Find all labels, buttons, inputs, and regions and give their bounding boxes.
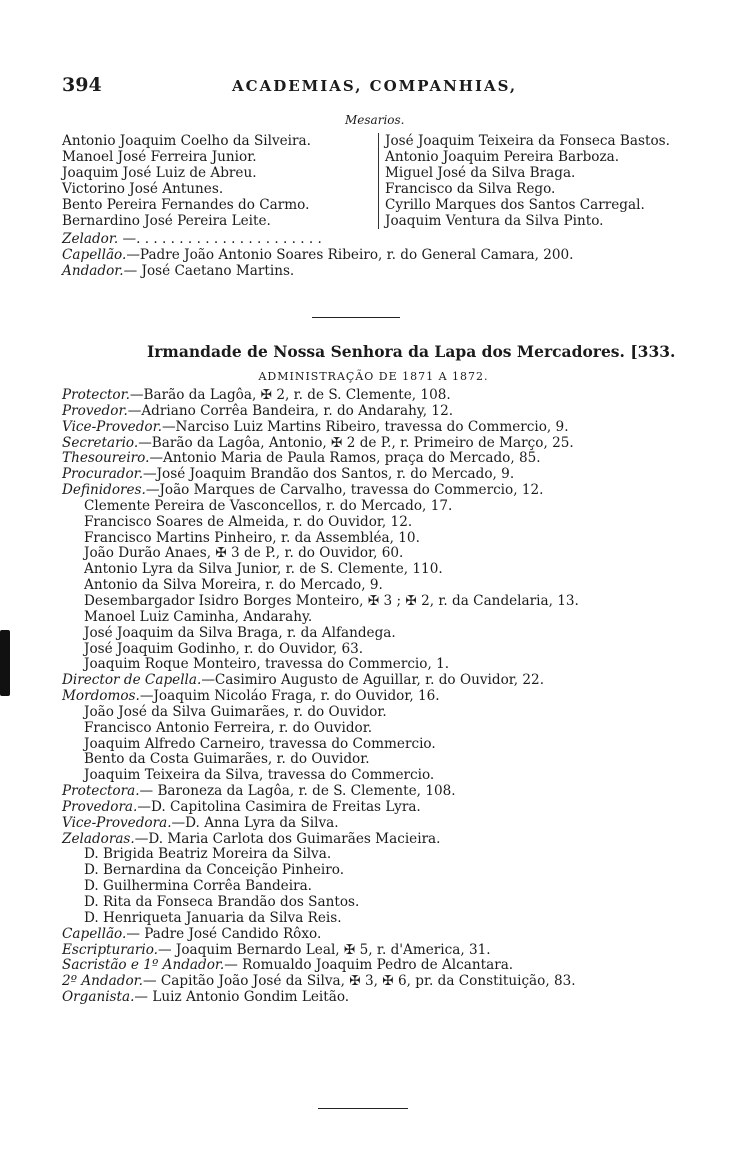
entry-row bbox=[62, 436, 579, 452]
zelador-text: —. . . . . . . . . . . . . . . . . . . . . . bbox=[118, 231, 322, 247]
entry-text: —Barão da Lagôa, Antonio, ✠ 2 de P., r. Primeiro de Março, 25. bbox=[138, 434, 574, 451]
entry-text: João José da Silva Guimarães, r. do Ouvidor. bbox=[84, 703, 387, 720]
entry-row bbox=[62, 467, 579, 483]
entry-text: Desembargador Isidro Borges Monteiro, ✠ 3 ; ✠ 2, r. da Candelaria, 13. bbox=[84, 592, 579, 609]
section-title: Irmandade de Nossa Senhora da Lapa dos Mercadores. [333. bbox=[147, 342, 676, 361]
page-number: 394 bbox=[62, 74, 102, 96]
entry-text: — Luiz Antonio Gondim Leitão. bbox=[134, 989, 350, 1006]
entry-row bbox=[62, 610, 579, 626]
entry-label: Escripturario. bbox=[62, 941, 158, 958]
entry-text: Antonio da Silva Moreira, r. do Mercado, 9. bbox=[84, 577, 383, 594]
entry-text: —Antonio Maria de Paula Ramos, praça do Mercado, 85. bbox=[149, 450, 541, 467]
capellao-text: —Padre João Antonio Soares Ribeiro, r. do General Camara, 200. bbox=[126, 247, 574, 263]
entry-text: Joaquim Teixeira da Silva, travessa do Commercio. bbox=[84, 767, 435, 784]
footer-divider bbox=[318, 1108, 408, 1109]
entry-row bbox=[62, 705, 579, 721]
entry-row bbox=[62, 388, 579, 404]
entry-label: 2º Andador. bbox=[62, 973, 143, 990]
mesarios-left-column bbox=[62, 133, 311, 229]
entry-row bbox=[62, 594, 579, 610]
entry-text: —Joaquim Nicoláo Fraga, r. do Ouvidor, 16. bbox=[139, 688, 440, 705]
entry-label: Provedor. bbox=[62, 402, 128, 419]
zelador-line bbox=[62, 231, 322, 247]
mesario-name: Joaquim José Luiz de Abreu. bbox=[62, 165, 257, 181]
entry-row bbox=[62, 737, 579, 753]
entry-text: Francisco Soares de Almeida, r. do Ouvidor, 12. bbox=[84, 513, 413, 530]
entry-label: Director de Capella. bbox=[62, 672, 202, 689]
entry-text: Clemente Pereira de Vasconcellos, r. do Mercado, 17. bbox=[84, 497, 453, 514]
mesario-name: Bernardino José Pereira Leite. bbox=[62, 213, 271, 229]
entry-row bbox=[62, 642, 579, 658]
entry-row bbox=[62, 451, 579, 467]
mesario-name: Antonio Joaquim Coelho da Silveira. bbox=[62, 133, 311, 149]
entry-row bbox=[62, 974, 579, 990]
entry-row bbox=[62, 499, 579, 515]
entry-text: Manoel Luiz Caminha, Andarahy. bbox=[84, 608, 313, 625]
entry-text: D. Guilhermina Corrêa Bandeira. bbox=[84, 878, 313, 895]
entry-text: D. Brigida Beatriz Moreira da Silva. bbox=[84, 846, 332, 863]
entry-row bbox=[62, 911, 579, 927]
entry-label: Capellão. bbox=[62, 925, 127, 942]
entry-label: Zeladoras. bbox=[62, 830, 135, 847]
entry-row bbox=[62, 515, 579, 531]
mesario-name: Victorino José Antunes. bbox=[62, 181, 224, 197]
entry-row bbox=[62, 784, 579, 800]
entry-row bbox=[62, 673, 579, 689]
entry-text: — Padre José Candido Rôxo. bbox=[126, 925, 322, 942]
entry-label: Organista. bbox=[62, 989, 135, 1006]
entry-row bbox=[62, 990, 579, 1006]
entry-row bbox=[62, 958, 579, 974]
entry-row bbox=[62, 721, 579, 737]
entry-label: Thesoureiro. bbox=[62, 450, 150, 467]
entry-row bbox=[62, 879, 579, 895]
entry-text: —Casimiro Augusto de Aguillar, r. do Ouvidor, 22. bbox=[201, 672, 545, 689]
mesario-name: Francisco da Silva Rego. bbox=[385, 181, 556, 197]
section-divider bbox=[312, 317, 400, 318]
entry-text: Antonio Lyra da Silva Junior, r. de S. Clemente, 110. bbox=[84, 561, 443, 578]
entry-row bbox=[62, 768, 579, 784]
entry-text: —D. Anna Lyra da Silva. bbox=[171, 814, 339, 831]
entry-text: D. Henriqueta Januaria da Silva Reis. bbox=[84, 909, 342, 926]
entry-row bbox=[62, 578, 579, 594]
entry-row bbox=[62, 752, 579, 768]
entry-text: — Joaquim Bernardo Leal, ✠ 5, r. d'America, 31. bbox=[158, 941, 491, 958]
entry-row bbox=[62, 689, 579, 705]
entry-label: Vice-Provedora. bbox=[62, 814, 172, 831]
entry-label: Definidores. bbox=[62, 482, 146, 499]
mesario-name: Cyrillo Marques dos Santos Carregal. bbox=[385, 197, 645, 213]
entry-text: Joaquim Roque Monteiro, travessa do Commercio, 1. bbox=[84, 656, 450, 673]
entry-label: Sacristão e 1º Andador. bbox=[62, 957, 225, 974]
andador-text: — José Caetano Martins. bbox=[123, 263, 295, 279]
entry-text: —Barão da Lagôa, ✠ 2, r. de S. Clemente, 108. bbox=[129, 387, 451, 403]
entry-label: Protectora. bbox=[62, 783, 140, 800]
entry-text: — Capitão João José da Silva, ✠ 3, ✠ 6, pr. da Constituição, 83. bbox=[142, 973, 576, 990]
zelador-label: Zelador. bbox=[62, 231, 119, 247]
mesarios-right-column bbox=[378, 133, 670, 229]
entry-label: Protector. bbox=[62, 387, 130, 403]
entries-list bbox=[62, 388, 579, 1006]
mesario-name: Bento Pereira Fernandes do Carmo. bbox=[62, 197, 310, 213]
entry-label: Vice-Provedor. bbox=[62, 418, 162, 435]
entry-label: Provedora. bbox=[62, 798, 138, 815]
entry-row bbox=[62, 657, 579, 673]
entry-text: José Joaquim da Silva Braga, r. da Alfandega. bbox=[84, 624, 396, 641]
andador-line bbox=[62, 263, 294, 279]
entry-row bbox=[62, 895, 579, 911]
entry-label: Procurador. bbox=[62, 466, 144, 483]
entry-row bbox=[62, 626, 579, 642]
entry-row bbox=[62, 546, 579, 562]
capellao-label: Capellão. bbox=[62, 247, 127, 263]
entry-text: D. Bernardina da Conceição Pinheiro. bbox=[84, 862, 345, 879]
mesario-name: Manoel José Ferreira Junior. bbox=[62, 149, 257, 165]
entry-row bbox=[62, 863, 579, 879]
andador-label: Andador. bbox=[62, 263, 124, 279]
entry-row bbox=[62, 943, 579, 959]
entry-text: —Adriano Corrêa Bandeira, r. do Andarahy, 12. bbox=[127, 402, 454, 419]
entry-text: Bento da Costa Guimarães, r. do Ouvidor. bbox=[84, 751, 370, 768]
mesarios-title: Mesarios. bbox=[345, 113, 405, 127]
entry-row bbox=[62, 800, 579, 816]
entry-label: Secretario. bbox=[62, 434, 139, 451]
entry-text: — Baroneza da Lagôa, r. de S. Clemente, 108. bbox=[139, 783, 456, 800]
entry-row bbox=[62, 531, 579, 547]
entry-text: Francisco Martins Pinheiro, r. da Assembléa, 10. bbox=[84, 529, 420, 546]
entry-row bbox=[62, 420, 579, 436]
mesario-name: José Joaquim Teixeira da Fonseca Bastos. bbox=[385, 133, 670, 149]
entry-text: — Romualdo Joaquim Pedro de Alcantara. bbox=[224, 957, 514, 974]
running-head: ACADEMIAS, COMPANHIAS, bbox=[232, 77, 518, 95]
entry-text: —Narciso Luiz Martins Ribeiro, travessa do Commercio, 9. bbox=[161, 418, 569, 435]
entry-row bbox=[62, 847, 579, 863]
ink-bleed-mark bbox=[0, 630, 10, 696]
entry-text: Francisco Antonio Ferreira, r. do Ouvidor. bbox=[84, 719, 373, 736]
entry-text: —D. Maria Carlota dos Guimarães Macieira. bbox=[134, 830, 441, 847]
administration-heading: ADMINISTRAÇÃO DE 1871 A 1872. bbox=[258, 370, 489, 383]
entry-label: Mordomos. bbox=[62, 688, 140, 705]
entry-row bbox=[62, 404, 579, 420]
mesario-name: Joaquim Ventura da Silva Pinto. bbox=[385, 213, 604, 229]
entry-text: D. Rita da Fonseca Brandão dos Santos. bbox=[84, 894, 360, 910]
entry-row bbox=[62, 927, 579, 943]
capellao-line bbox=[62, 247, 573, 263]
entry-text: José Joaquim Godinho, r. do Ouvidor, 63. bbox=[84, 640, 364, 657]
mesario-name: Antonio Joaquim Pereira Barboza. bbox=[385, 149, 620, 165]
entry-row bbox=[62, 562, 579, 578]
entry-text: João Durão Anaes, ✠ 3 de P., r. do Ouvidor, 60. bbox=[84, 545, 404, 562]
entry-text: —João Marques de Carvalho, travessa do Commercio, 12. bbox=[145, 482, 544, 499]
entry-text: —D. Capitolina Casimira de Freitas Lyra. bbox=[137, 798, 421, 815]
entry-text: Joaquim Alfredo Carneiro, travessa do Commercio. bbox=[84, 735, 436, 752]
entry-text: —José Joaquim Brandão dos Santos, r. do Mercado, 9. bbox=[143, 466, 515, 483]
entry-row bbox=[62, 483, 579, 499]
entry-row bbox=[62, 816, 579, 832]
mesario-name: Miguel José da Silva Braga. bbox=[385, 165, 576, 181]
entry-row bbox=[62, 832, 579, 848]
